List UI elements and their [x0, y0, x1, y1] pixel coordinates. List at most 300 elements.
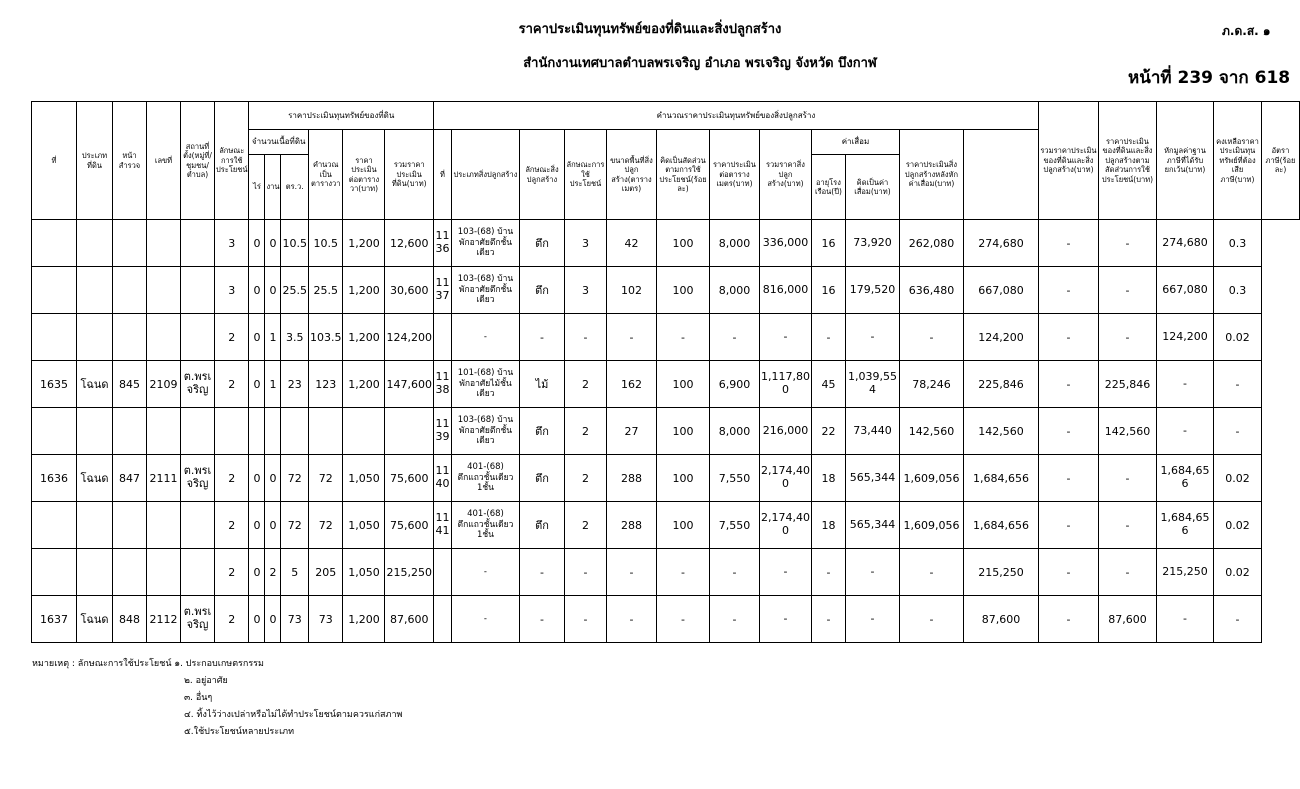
cell-share-price: -: [1038, 502, 1098, 549]
cell-location: ต.พรเจริญ: [181, 596, 215, 643]
cell-b-no: 1136: [433, 220, 451, 267]
form-code: ภ.ด.ส. ๑: [1222, 24, 1271, 38]
cell-share-price: -: [1038, 549, 1098, 596]
cell-b-price-sqm: -: [709, 314, 759, 361]
cell-ngan: 1: [265, 314, 281, 361]
cell-b-no: 1141: [433, 502, 451, 549]
cell-usage: [215, 408, 249, 455]
cell-b-pct: -: [656, 314, 709, 361]
cell-sum-total: 1,684,656: [963, 455, 1038, 502]
cell-wa: 5: [281, 549, 309, 596]
col-price-per-wa: ราคาประเมินต่อตารางวา(บาท): [343, 130, 385, 220]
cell-doc-no: 2112: [147, 596, 181, 643]
cell-survey-page: [113, 314, 147, 361]
cell-b-total: 1,117,800: [759, 361, 811, 408]
col-share-price: ราคาประเมินของที่ดินและสิ่งปลูกสร้างตามสัดส่วนการใช้ประโยชน์(บาท): [1098, 102, 1156, 220]
col-taxable: คงเหลือราคาประเมินทุนทรัพย์ที่ต้องเสียภาษี(บาท): [1213, 102, 1261, 220]
cell-age: -: [811, 549, 845, 596]
cell-b-no: [433, 596, 451, 643]
table-row: [32, 267, 1300, 314]
cell-taxable: 215,250: [1156, 549, 1213, 596]
cell-survey-page: 845: [113, 361, 147, 408]
cell-usage: 3: [215, 220, 249, 267]
cell-b-total: 336,000: [759, 220, 811, 267]
col-usage: ลักษณะการใช้ประโยชน์: [215, 102, 249, 220]
cell-b-total: 816,000: [759, 267, 811, 314]
cell-age: -: [811, 314, 845, 361]
cell-exemption: -: [1098, 267, 1156, 314]
cell-land-total: 124,200: [385, 314, 434, 361]
cell-land-total: [385, 408, 434, 455]
cell-dep-amt: 1,039,554: [845, 361, 899, 408]
table-row: [32, 455, 1300, 502]
cell-b-total: 216,000: [759, 408, 811, 455]
cell-dep-amt: 179,520: [845, 267, 899, 314]
col-doc-no: เลขที่: [147, 102, 181, 220]
table-body: [32, 220, 1300, 643]
col-land-total: รวมราคาประเมินที่ดิน(บาท): [385, 130, 434, 220]
cell-doc-no: 2111: [147, 455, 181, 502]
note-item: ๕.ใช้ประโยชน์หลายประเภท: [184, 727, 295, 737]
cell-b-total: 2,174,400: [759, 455, 811, 502]
notes-first-line: [32, 656, 402, 673]
cell-price-per-wa: 1,200: [343, 220, 385, 267]
cell-land-total: 30,600: [385, 267, 434, 314]
col-age: อายุโรงเรือน(ปี): [811, 155, 845, 220]
cell-land-total: 147,600: [385, 361, 434, 408]
cell-no: 1637: [32, 596, 77, 643]
cell-rate: -: [1213, 408, 1261, 455]
cell-wa: 72: [281, 455, 309, 502]
cell-sqwa: 73: [308, 596, 343, 643]
cell-age: 18: [811, 502, 845, 549]
col-b-kind: ลักษณะสิ่งปลูกสร้าง: [519, 130, 564, 220]
cell-location: [181, 502, 215, 549]
cell-b-after: -: [899, 596, 963, 643]
cell-sqwa: 205: [308, 549, 343, 596]
cell-wa: 23: [281, 361, 309, 408]
cell-wa: 3.5: [281, 314, 309, 361]
col-b-type: ประเภทสิ่งปลูกสร้าง: [451, 130, 519, 220]
cell-rai: 0: [249, 220, 265, 267]
cell-b-after: -: [899, 549, 963, 596]
cell-taxable: 1,684,656: [1156, 455, 1213, 502]
cell-taxable: -: [1156, 361, 1213, 408]
cell-no: [32, 502, 77, 549]
cell-b-no: 1139: [433, 408, 451, 455]
cell-price-per-wa: 1,200: [343, 596, 385, 643]
cell-b-type: 401-(68) ตึกแถวชั้นเดียว 1ชั้น: [451, 455, 519, 502]
cell-sum-total: 124,200: [963, 314, 1038, 361]
cell-sum-total: 225,846: [963, 361, 1038, 408]
cell-sum-total: 142,560: [963, 408, 1038, 455]
cell-usage: 2: [215, 596, 249, 643]
cell-dep-amt: 565,344: [845, 455, 899, 502]
group-depreciation: ค่าเสื่อม: [811, 130, 899, 155]
cell-ngan: [265, 408, 281, 455]
cell-b-area: -: [606, 314, 656, 361]
cell-b-after: -: [899, 314, 963, 361]
cell-land-type: [77, 502, 113, 549]
page-number: หน้าที่ 239 จาก 618: [1128, 68, 1291, 88]
cell-land-total: 215,250: [385, 549, 434, 596]
cell-b-after: 636,480: [899, 267, 963, 314]
cell-b-price-sqm: 8,000: [709, 220, 759, 267]
cell-usage: 2: [215, 455, 249, 502]
cell-ngan: 0: [265, 502, 281, 549]
cell-dep-amt: 73,440: [845, 408, 899, 455]
cell-b-after: 1,609,056: [899, 455, 963, 502]
cell-b-kind: ตึก: [519, 267, 564, 314]
col-dep-amt: คิดเป็นค่าเสื่อม(บาท): [845, 155, 899, 220]
cell-no: [32, 314, 77, 361]
group-land-value: ราคาประเมินทุนทรัพย์ของที่ดิน: [249, 102, 434, 130]
cell-b-usage: -: [564, 596, 606, 643]
cell-sum-total: 215,250: [963, 549, 1038, 596]
cell-no: [32, 267, 77, 314]
cell-doc-no: 2109: [147, 361, 181, 408]
cell-sqwa: 10.5: [308, 220, 343, 267]
cell-b-kind: ไม้: [519, 361, 564, 408]
group-building-calc: คำนวณราคาประเมินทุนทรัพย์ของสิ่งปลูกสร้าง: [433, 102, 1038, 130]
cell-dep-amt: -: [845, 596, 899, 643]
cell-rai: 0: [249, 502, 265, 549]
cell-b-pct: 100: [656, 267, 709, 314]
cell-sqwa: 72: [308, 455, 343, 502]
cell-b-price-sqm: -: [709, 596, 759, 643]
cell-share-price: -: [1038, 220, 1098, 267]
cell-no: [32, 220, 77, 267]
cell-b-after: 78,246: [899, 361, 963, 408]
cell-usage: 2: [215, 549, 249, 596]
notes-label: หมายเหตุ : ลักษณะการใช้ประโยชน์: [32, 659, 172, 669]
cell-location: [181, 408, 215, 455]
cell-land-total: 75,600: [385, 502, 434, 549]
cell-b-type: -: [451, 596, 519, 643]
cell-b-usage: 2: [564, 455, 606, 502]
cell-b-pct: 100: [656, 361, 709, 408]
cell-sum-total: 87,600: [963, 596, 1038, 643]
cell-b-pct: 100: [656, 408, 709, 455]
cell-land-total: 12,600: [385, 220, 434, 267]
table-row: [32, 408, 1300, 455]
cell-b-area: 27: [606, 408, 656, 455]
cell-location: [181, 314, 215, 361]
cell-b-after: 1,609,056: [899, 502, 963, 549]
cell-survey-page: 847: [113, 455, 147, 502]
cell-doc-no: [147, 314, 181, 361]
report-title: ราคาประเมินทุนทรัพย์ของที่ดินและสิ่งปลูกสร้าง: [518, 22, 782, 37]
cell-b-after: 262,080: [899, 220, 963, 267]
cell-land-type: [77, 549, 113, 596]
cell-land-type: โฉนด: [77, 455, 113, 502]
cell-price-per-wa: 1,050: [343, 502, 385, 549]
cell-age: 16: [811, 220, 845, 267]
cell-b-area: 162: [606, 361, 656, 408]
cell-b-kind: -: [519, 549, 564, 596]
table-row: [32, 220, 1300, 267]
cell-share-price: -: [1038, 314, 1098, 361]
cell-b-no: [433, 314, 451, 361]
cell-dep-amt: -: [845, 314, 899, 361]
cell-b-kind: -: [519, 314, 564, 361]
cell-land-type: [77, 220, 113, 267]
cell-share-price: -: [1038, 596, 1098, 643]
cell-ngan: 2: [265, 549, 281, 596]
cell-b-usage: 2: [564, 408, 606, 455]
cell-location: [181, 549, 215, 596]
cell-sqwa: 123: [308, 361, 343, 408]
cell-age: 22: [811, 408, 845, 455]
cell-rate: -: [1213, 596, 1261, 643]
cell-dep-amt: 73,920: [845, 220, 899, 267]
cell-b-area: -: [606, 549, 656, 596]
cell-rai: 0: [249, 596, 265, 643]
cell-usage: 2: [215, 361, 249, 408]
cell-b-total: -: [759, 596, 811, 643]
col-exemption: หักมูลค่าฐานภาษีที่ได้รับยกเว้น(บาท): [1156, 102, 1213, 220]
cell-taxable: -: [1156, 408, 1213, 455]
cell-wa: [281, 408, 309, 455]
cell-share-price: -: [1038, 408, 1098, 455]
cell-b-price-sqm: 8,000: [709, 408, 759, 455]
cell-b-total: -: [759, 549, 811, 596]
cell-wa: 10.5: [281, 220, 309, 267]
cell-rai: [249, 408, 265, 455]
cell-exemption: 87,600: [1098, 596, 1156, 643]
note-item: ๔. ทิ้งไว้ว่างเปล่าหรือไม่ได้ทำประโยชน์ตามควรแก่สภาพ: [184, 710, 403, 720]
cell-ngan: 0: [265, 596, 281, 643]
cell-b-no: 1138: [433, 361, 451, 408]
cell-b-pct: 100: [656, 220, 709, 267]
cell-wa: 72: [281, 502, 309, 549]
cell-sqwa: 72: [308, 502, 343, 549]
cell-land-total: 87,600: [385, 596, 434, 643]
col-ngan: งาน: [265, 155, 281, 220]
cell-price-per-wa: 1,050: [343, 549, 385, 596]
cell-land-type: [77, 267, 113, 314]
col-rai: ไร่: [249, 155, 265, 220]
cell-b-pct: -: [656, 596, 709, 643]
cell-usage: 3: [215, 267, 249, 314]
cell-price-per-wa: [343, 408, 385, 455]
table-row: [32, 549, 1300, 596]
cell-doc-no: [147, 267, 181, 314]
cell-exemption: 225,846: [1098, 361, 1156, 408]
cell-taxable: 667,080: [1156, 267, 1213, 314]
cell-b-type: -: [451, 314, 519, 361]
cell-survey-page: [113, 220, 147, 267]
cell-b-usage: 2: [564, 502, 606, 549]
cell-b-type: 401-(68) ตึกแถวชั้นเดียว 1ชั้น: [451, 502, 519, 549]
cell-rai: 0: [249, 314, 265, 361]
cell-land-type: [77, 408, 113, 455]
cell-share-price: -: [1038, 267, 1098, 314]
cell-sqwa: 25.5: [308, 267, 343, 314]
cell-rate: 0.02: [1213, 455, 1261, 502]
assessment-table: [31, 101, 1300, 643]
cell-sqwa: [308, 408, 343, 455]
cell-wa: 73: [281, 596, 309, 643]
cell-b-price-sqm: 6,900: [709, 361, 759, 408]
cell-b-area: 288: [606, 455, 656, 502]
col-rate: อัตราภาษี(ร้อยละ): [1261, 102, 1299, 220]
col-b-pct: คิดเป็นสัดส่วนตามการใช้ประโยชน์(ร้อยละ): [656, 130, 709, 220]
cell-exemption: -: [1098, 502, 1156, 549]
cell-location: ต.พรเจริญ: [181, 455, 215, 502]
cell-share-price: -: [1038, 361, 1098, 408]
table-row: [32, 361, 1300, 408]
col-b-after: ราคาประเมินสิ่งปลูกสร้างหลังหักค่าเสื่อม(บาท): [899, 130, 963, 220]
cell-b-usage: 3: [564, 267, 606, 314]
cell-exemption: -: [1098, 455, 1156, 502]
cell-age: 16: [811, 267, 845, 314]
cell-no: [32, 549, 77, 596]
cell-taxable: 1,684,656: [1156, 502, 1213, 549]
cell-rate: 0.02: [1213, 314, 1261, 361]
cell-ngan: 0: [265, 267, 281, 314]
col-sum-total: รวมราคาประเมินของที่ดินและสิ่งปลูกสร้าง(บาท): [1038, 102, 1098, 220]
col-b-price-sqm: ราคาประเมินต่อตารางเมตร(บาท): [709, 130, 759, 220]
cell-b-type: 103-(68) บ้านพักอาศัยตึกชั้นเดียว: [451, 408, 519, 455]
cell-exemption: -: [1098, 314, 1156, 361]
cell-exemption: -: [1098, 220, 1156, 267]
cell-age: 45: [811, 361, 845, 408]
cell-dep-amt: 565,344: [845, 502, 899, 549]
cell-ngan: 1: [265, 361, 281, 408]
cell-rate: 0.3: [1213, 267, 1261, 314]
cell-survey-page: [113, 549, 147, 596]
table-row: [32, 314, 1300, 361]
notes: [32, 656, 402, 741]
cell-b-area: 102: [606, 267, 656, 314]
cell-doc-no: [147, 408, 181, 455]
cell-doc-no: [147, 220, 181, 267]
cell-survey-page: [113, 502, 147, 549]
cell-rai: 0: [249, 455, 265, 502]
cell-b-price-sqm: 7,550: [709, 502, 759, 549]
cell-b-after: 142,560: [899, 408, 963, 455]
report-subtitle: สำนักงานเทศบาลตำบลพรเจริญ อำเภอ พรเจริญ จังหวัด บึงกาฬ: [523, 56, 877, 71]
cell-b-area: 42: [606, 220, 656, 267]
cell-survey-page: [113, 267, 147, 314]
cell-usage: 2: [215, 502, 249, 549]
note-item: ๑. ประกอบเกษตรกรรม: [174, 659, 264, 669]
cell-survey-page: [113, 408, 147, 455]
cell-rai: 0: [249, 361, 265, 408]
col-survey-page: หน้าสำรวจ: [113, 102, 147, 220]
cell-b-total: -: [759, 314, 811, 361]
cell-share-price: -: [1038, 455, 1098, 502]
col-b-total: รวมราคาสิ่งปลูกสร้าง(บาท): [759, 130, 811, 220]
cell-b-kind: ตึก: [519, 220, 564, 267]
cell-b-no: 1137: [433, 267, 451, 314]
cell-b-pct: -: [656, 549, 709, 596]
cell-age: 18: [811, 455, 845, 502]
cell-price-per-wa: 1,200: [343, 314, 385, 361]
cell-taxable: -: [1156, 596, 1213, 643]
cell-no: [32, 408, 77, 455]
cell-b-no: 1140: [433, 455, 451, 502]
col-land-type: ประเภทที่ดิน: [77, 102, 113, 220]
cell-land-type: โฉนด: [77, 596, 113, 643]
cell-no: 1635: [32, 361, 77, 408]
cell-b-no: [433, 549, 451, 596]
cell-ngan: 0: [265, 455, 281, 502]
cell-exemption: -: [1098, 549, 1156, 596]
note-item: ๒. อยู่อาศัย: [184, 676, 228, 686]
cell-b-kind: -: [519, 596, 564, 643]
cell-b-area: -: [606, 596, 656, 643]
cell-b-usage: -: [564, 549, 606, 596]
cell-b-price-sqm: -: [709, 549, 759, 596]
cell-taxable: 124,200: [1156, 314, 1213, 361]
col-b-usage: ลักษณะการใช้ประโยชน์: [564, 130, 606, 220]
cell-sum-total: 667,080: [963, 267, 1038, 314]
cell-b-pct: 100: [656, 455, 709, 502]
cell-price-per-wa: 1,050: [343, 455, 385, 502]
cell-b-price-sqm: 8,000: [709, 267, 759, 314]
note-item: ๓. อื่นๆ: [184, 693, 213, 703]
cell-land-total: 75,600: [385, 455, 434, 502]
cell-sqwa: 103.5: [308, 314, 343, 361]
cell-age: -: [811, 596, 845, 643]
col-location: สถานที่ตั้ง(หมู่ที่/ชุมชน/ตำบล): [181, 102, 215, 220]
cell-land-type: [77, 314, 113, 361]
cell-exemption: 142,560: [1098, 408, 1156, 455]
cell-b-type: 103-(68) บ้านพักอาศัยตึกชั้นเดียว: [451, 267, 519, 314]
cell-b-usage: -: [564, 314, 606, 361]
cell-rai: 0: [249, 549, 265, 596]
cell-sum-total: 274,680: [963, 220, 1038, 267]
cell-rate: 0.3: [1213, 220, 1261, 267]
col-b-area: ขนาดพื้นที่สิ่งปลูกสร้าง(ตารางเมตร): [606, 130, 656, 220]
cell-location: [181, 267, 215, 314]
cell-rate: -: [1213, 361, 1261, 408]
cell-no: 1636: [32, 455, 77, 502]
table-row: [32, 502, 1300, 549]
cell-b-type: 101-(68) บ้านพักอาศัยไม้ชั้นเดียว: [451, 361, 519, 408]
group-area: จำนวนเนื้อที่ดิน: [249, 130, 309, 155]
cell-rate: 0.02: [1213, 502, 1261, 549]
cell-b-total: 2,174,400: [759, 502, 811, 549]
cell-dep-amt: -: [845, 549, 899, 596]
cell-b-kind: ตึก: [519, 502, 564, 549]
col-sqwa: คำนวณเป็นตารางวา: [308, 130, 343, 220]
cell-b-price-sqm: 7,550: [709, 455, 759, 502]
table-row: [32, 596, 1300, 643]
cell-doc-no: [147, 502, 181, 549]
cell-rate: 0.02: [1213, 549, 1261, 596]
cell-land-type: โฉนด: [77, 361, 113, 408]
cell-b-area: 288: [606, 502, 656, 549]
cell-usage: 2: [215, 314, 249, 361]
cell-b-type: -: [451, 549, 519, 596]
cell-ngan: 0: [265, 220, 281, 267]
cell-b-kind: ตึก: [519, 455, 564, 502]
cell-survey-page: 848: [113, 596, 147, 643]
cell-rai: 0: [249, 267, 265, 314]
cell-b-usage: 3: [564, 220, 606, 267]
cell-location: [181, 220, 215, 267]
cell-b-type: 103-(68) บ้านพักอาศัยตึกชั้นเดียว: [451, 220, 519, 267]
col-b-no: ที่: [433, 130, 451, 220]
cell-doc-no: [147, 549, 181, 596]
cell-location: ต.พรเจริญ: [181, 361, 215, 408]
cell-sum-total: 1,684,656: [963, 502, 1038, 549]
cell-price-per-wa: 1,200: [343, 361, 385, 408]
cell-b-pct: 100: [656, 502, 709, 549]
